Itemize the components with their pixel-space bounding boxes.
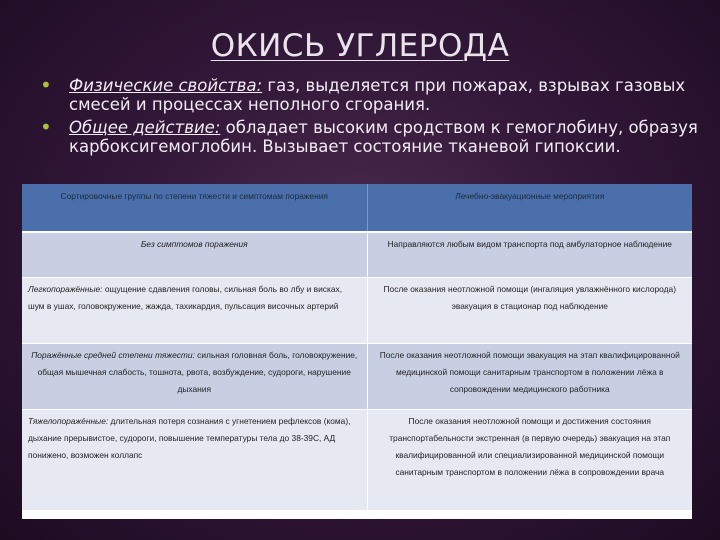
triage-group-cell: [22, 232, 367, 278]
group-label: Без симптомов поражения: [140, 239, 248, 249]
bullet-term: Общее действие:: [69, 118, 221, 137]
group-symptoms: длительная потеря сознания с угнетением рефлексов (кома), дыхание прерывистое, судороги, повышение температуры тела до 38-39С, АД понижено, возможен коллапс: [28, 416, 351, 460]
bullet-term: Физические свойства:: [69, 76, 263, 95]
bullet-dot-icon: •: [40, 115, 52, 139]
bullet-text: обладает высоким сродством к гемоглобину, образуя карбоксигемоглобин. Вызывает состояние тканевой гипоксии.: [69, 118, 698, 156]
table-row: [22, 232, 692, 278]
triage-table-container: [22, 184, 692, 519]
measure-cell: После оказания неотложной помощи эвакуация на этап квалифицированной медицинской помощи санитарным транспортом в положении лёжа в сопровождении медицинского работника: [367, 344, 692, 410]
group-label: Поражённые средней степени тяжести:: [31, 350, 195, 360]
triage-group-cell: [22, 278, 367, 344]
bullet-list: [40, 73, 700, 160]
measure-cell: После оказания неотложной помощи (ингаляция увлажнённого кислорода) эвакуация в стационар под наблюдение: [367, 278, 692, 344]
group-symptoms: сильная головная боль, головокружение, общая мышечная слабость, тошнота, рвота, возбуждение, судороги, нарушение дыхания: [37, 350, 358, 394]
group-symptoms: ощущение сдавления головы, сильная боль во лбу и висках, шум в ушах, головокружение, жажда, тахикардия, пульсация височных артерий: [28, 284, 343, 311]
table-row: [22, 410, 692, 511]
header-triage-groups: Сортировочные группы по степени тяжести и симптомам поражения: [22, 184, 367, 232]
triage-table: [22, 184, 692, 511]
triage-group-cell: [22, 344, 367, 410]
triage-group-cell: [22, 410, 367, 511]
measure-cell: После оказания неотложной помощи и достижения состояния транспортабельности экстренная (в первую очередь) эвакуация на этап квалифицированной или специализированной медицинской помощи санитарным транспортом в положении лёжа в сопровождении врача: [367, 410, 692, 511]
slide-title: ОКИСЬ УГЛЕРОДА: [210, 28, 510, 64]
bullet-general-action: [40, 115, 700, 156]
table-row: [22, 278, 692, 344]
group-label: Тяжелопоражённые:: [28, 416, 109, 426]
group-label: Легкопоражённые:: [28, 284, 103, 294]
bullet-physical-properties: [40, 73, 700, 114]
table-row: [22, 344, 692, 410]
bullet-dot-icon: •: [40, 73, 52, 97]
bullet-text: газ, выделяется при пожарах, взрывах газовых смесей и процессах неполного сгорания.: [69, 76, 686, 114]
header-evacuation-measures: Лечебно-эвакуационные мероприятия: [367, 184, 692, 232]
measure-cell: Направляются любым видом транспорта под амбулаторное наблюдение: [367, 232, 692, 278]
table-header-row: [22, 184, 692, 232]
